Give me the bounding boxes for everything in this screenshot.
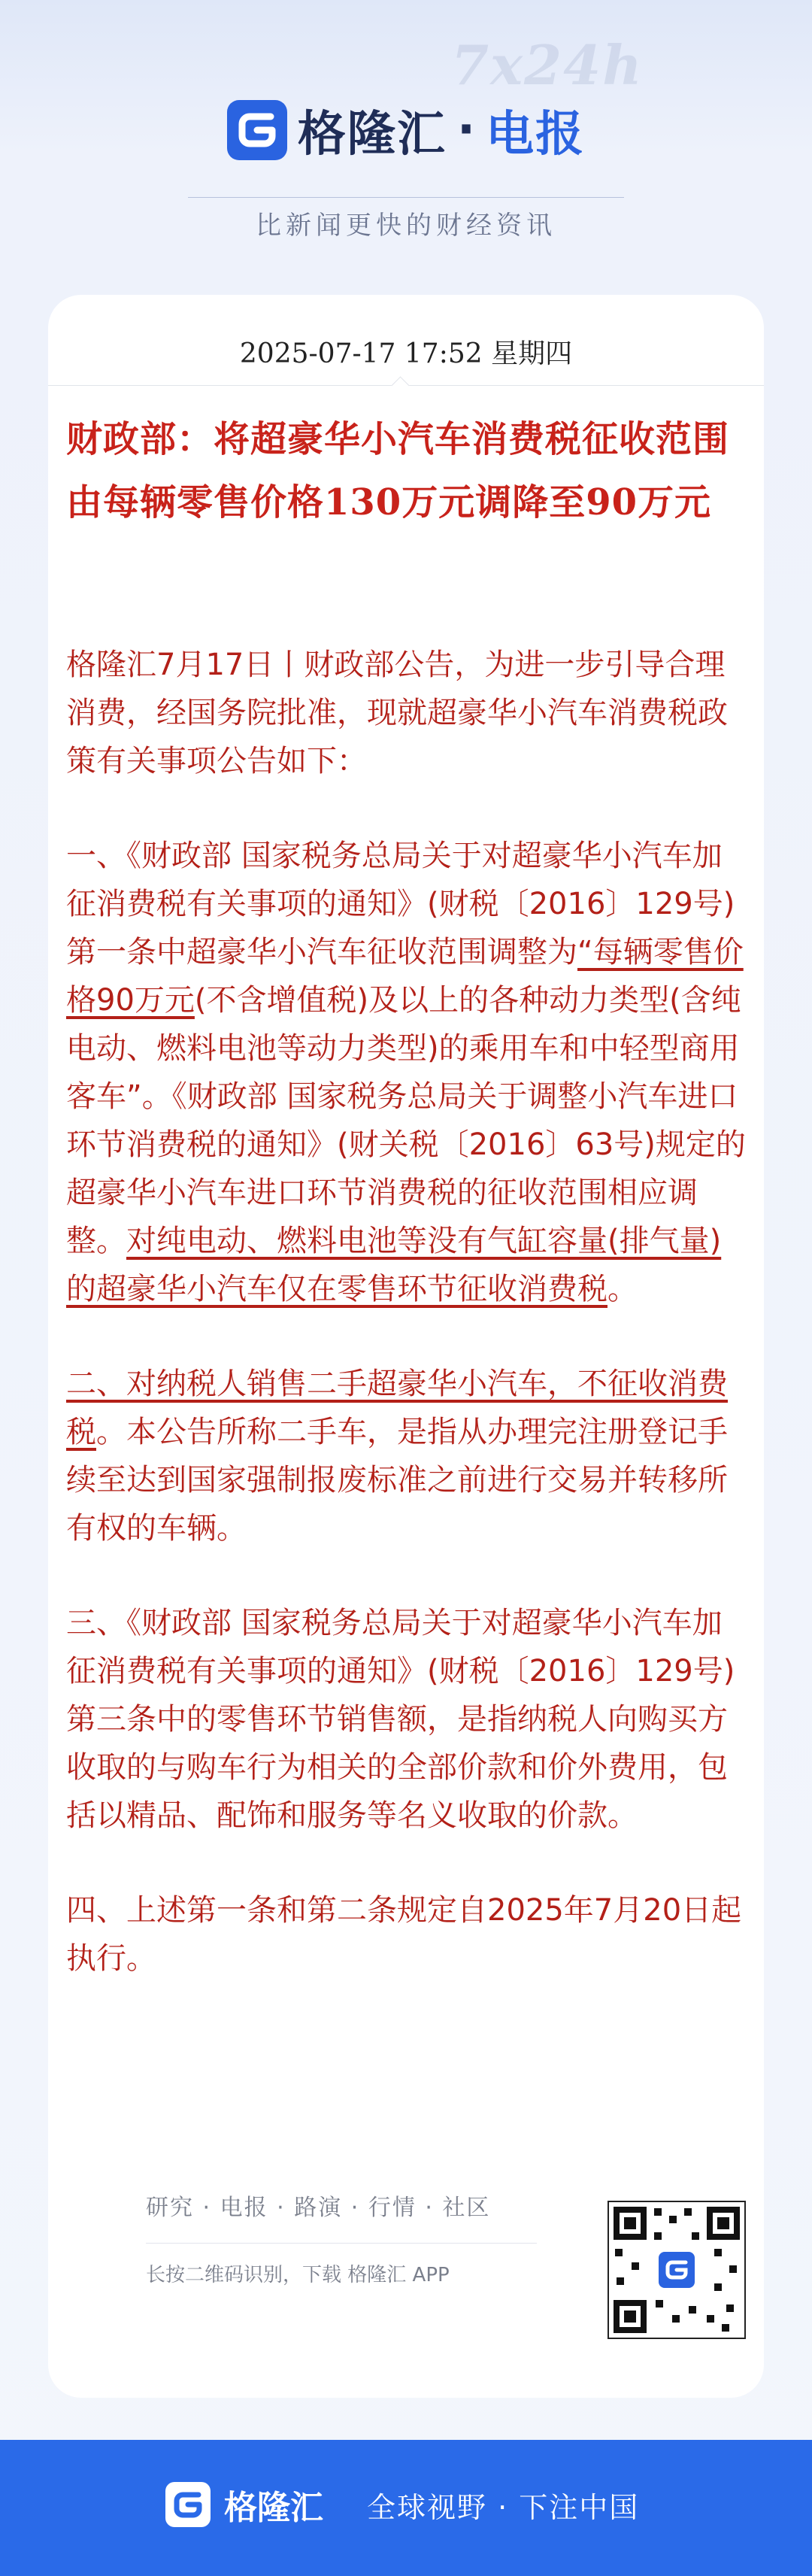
paragraph-1-underline-2: 对纯电动、燃料电池等没有气缸容量(排气量)的超豪华小汽车仅在零售环节征收消费税 <box>66 1224 722 1306</box>
watermark-7x24h: 7x24h <box>451 33 644 97</box>
footer-download-hint: 长按二维码识别，下载 格隆汇 APP <box>146 2264 450 2286</box>
bottom-banner <box>0 2440 812 2576</box>
article-paragraph-4: 四、上述第一条和第二条规定自2025年7月20日起执行。 <box>66 1893 742 1976</box>
footer-links[interactable]: 研究 · 电报 · 路演 · 行情 · 社区 <box>146 2195 491 2221</box>
qr-code-pattern <box>609 2202 744 2338</box>
slogan-divider <box>188 197 624 198</box>
article-paragraph-1 <box>66 832 750 1313</box>
slogan: 比新闻更快的财经资讯 <box>256 211 556 241</box>
paragraph-1-text-b: (不含增值税)及以上的各种动力类型(含纯电动、燃料电池等动力类型)的乘用车和中轻型商用客车”。《财政部 国家税务总局关于调整小汽车进口环节消费税的通知》(财关税〔2016〕63号)规定的超豪华小汽车进口环节消费税的征收范围相应调整。 <box>66 983 746 1258</box>
brand-name: 格隆汇 <box>297 107 447 162</box>
gelonghui-logo-icon <box>227 100 287 160</box>
bottom-slogan: 全球视野 · 下注中国 <box>367 2490 640 2524</box>
brand-separator: · <box>456 102 476 158</box>
article-headline: 财政部：将超豪华小汽车消费税征收范围由每辆零售价格130万元调降至90万元 <box>66 418 730 523</box>
footer-divider <box>146 2243 537 2244</box>
article-body <box>66 641 750 2029</box>
paragraph-1-text-a: 一、《财政部 国家税务总局关于对超豪华小汽车加征消费税有关事项的通知》(财税〔2016〕129号)第一条中超豪华小汽车征收范围调整为 <box>66 839 735 969</box>
product-name: 电报 <box>486 107 586 162</box>
article-datetime: 2025-07-17 17:52 星期四 <box>239 338 573 369</box>
article-paragraph-3: 三、《财政部 国家税务总局关于对超豪华小汽车加征消费税有关事项的通知》(财税〔2016〕129号)第三条中的零售环节销售额，是指纳税人向购买方收取的与购车行为相关的全部价款和价外费用，包括以精品、配饰和服务等名义收取的价款。 <box>66 1606 735 1833</box>
slogan-area <box>0 197 812 241</box>
paragraph-2-underline: 二、对纳税人销售二手超豪华小汽车，不征收消费税 <box>66 1367 728 1449</box>
article-intro: 格隆汇7月17日丨财政部公告，为进一步引导合理消费，经国务院批准，现就超豪华小汽车消费税政策有关事项公告如下： <box>66 648 728 778</box>
bottom-logo-icon <box>165 2482 211 2527</box>
divider-notch <box>391 376 409 394</box>
article-paragraph-2 <box>66 1360 750 1552</box>
paragraph-1-underline-1: “每辆零售价格90万元 <box>66 935 744 1018</box>
app-header <box>0 89 812 187</box>
paragraph-2-text: 。本公告所称二手车，是指从办理完注册登记手续至达到国家强制报废标准之前进行交易并转移所有权的车辆。 <box>66 1415 728 1546</box>
qr-code[interactable] <box>607 2201 746 2339</box>
bottom-brand-name: 格隆汇 <box>224 2489 323 2527</box>
paragraph-1-text-c: 。 <box>607 1272 638 1306</box>
article-card <box>48 295 764 2398</box>
